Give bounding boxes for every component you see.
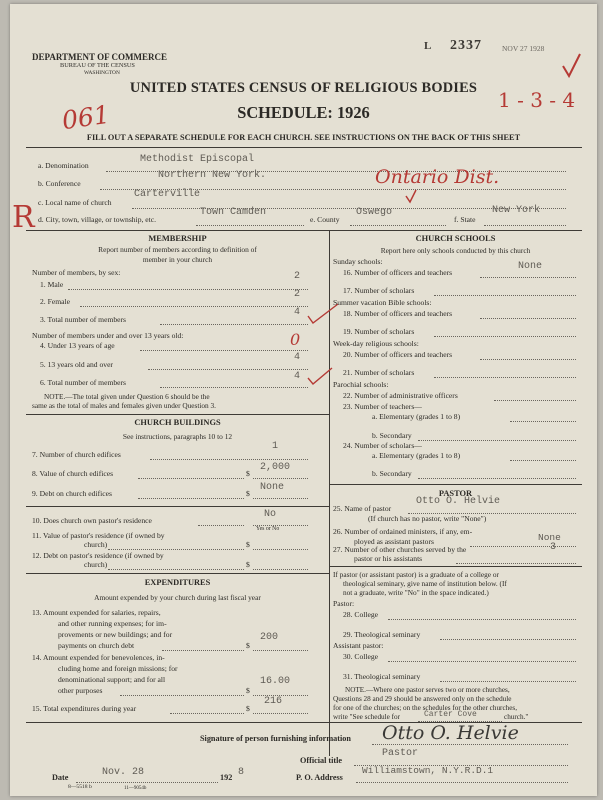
q7-label: 7. Number of church edifices (32, 450, 121, 459)
section-divider (26, 230, 582, 231)
handwritten-left-code: 061 (60, 99, 112, 136)
q9-label: 9. Debt on church edifices (32, 489, 112, 498)
buildings-heading: CHURCH BUILDINGS (134, 418, 221, 427)
form-title: UNITED STATES CENSUS OF RELIGIOUS BODIES (129, 80, 478, 96)
pastor-note-4a: write "See schedule for (333, 713, 400, 721)
handwritten-margin-mark: R (12, 200, 35, 235)
q6-label: 6. Total number of members (40, 378, 127, 387)
stamp-number: 2337 (450, 38, 482, 53)
schools-heading: CHURCH SCHOOLS (415, 234, 496, 243)
handwritten-conference-note: Ontario Dist. (375, 166, 500, 188)
by-sex-label: Number of members, by sex: (32, 268, 121, 277)
q14-line-4: other purposes (58, 686, 103, 695)
q31-label: 31. Theological seminary (343, 672, 421, 681)
date-label: Date (52, 773, 69, 782)
q27-value: 3 (550, 542, 557, 553)
q14-line-2: cluding home and foreign missions; for (58, 664, 178, 673)
q11-label-1: 11. Value of pastor's residence (if owned by (32, 531, 165, 540)
state-label: f. State (454, 215, 476, 224)
q24a-label: a. Elementary (grades 1 to 8) (372, 451, 461, 460)
q20-label: 20. Number of officers and teachers (343, 350, 453, 359)
pastor-heading: PASTOR (438, 489, 473, 498)
q1-value: 2 (294, 271, 301, 282)
county-value: Oswego (356, 207, 393, 218)
checkmark-icon (306, 366, 334, 386)
q11-label-2: church) (84, 540, 108, 549)
q26-value: None (538, 532, 561, 543)
conference-label: b. Conference (38, 179, 81, 188)
sunday-schools-label: Sunday schools: (333, 257, 383, 266)
q15-value: 216 (264, 696, 283, 707)
q27-line-1: 27. Number of other churches served by the (333, 545, 467, 554)
membership-sub-1: Report number of members according to definition of (98, 245, 257, 254)
pastor-sub-label: Pastor: (333, 599, 355, 608)
po-address-label: P. O. Address (296, 773, 343, 782)
q5-label: 5. 13 years old and over (40, 360, 113, 369)
handwritten-right-code: 1 - 3 - 4 (498, 88, 576, 112)
q25-note: (If church has no pastor, write "None") (368, 514, 487, 523)
q1-label: 1. Male (40, 280, 64, 289)
department-label: DEPARTMENT OF COMMERCE (32, 52, 168, 62)
q25-value: Otto O. Helvie (416, 496, 501, 507)
q19-label: 19. Number of scholars (343, 327, 415, 336)
buildings-sub: See instructions, paragraphs 10 to 12 (122, 432, 233, 441)
po-address-value: Williamstown, N.Y.R.D.1 (362, 765, 494, 776)
q5-value: 4 (294, 352, 301, 363)
q13-line-3: provements or new buildings; and for (58, 630, 173, 639)
section-divider (329, 484, 582, 485)
q9-value: None (260, 482, 285, 493)
q9-dollar: $ (246, 489, 250, 498)
q14-dollar: $ (246, 686, 250, 695)
q7-value: 1 (272, 441, 279, 452)
official-title-label: Official title (300, 756, 343, 765)
q13-line-1: 13. Amount expended for salaries, repairs, (32, 608, 161, 617)
q24b-label: b. Secondary (372, 469, 412, 478)
q12-label-2: church) (84, 560, 108, 569)
q10-label: 10. Does church own pastor's residence (32, 516, 152, 525)
stamp-date: NOV 27 1928 (502, 44, 545, 53)
graduate-note-2: theological seminary, give name of institution below. (If (343, 579, 507, 588)
print-number: 11—9054b (124, 786, 147, 791)
expenditures-heading: EXPENDITURES (144, 578, 211, 587)
q23-label: 23. Number of teachers— (343, 402, 422, 411)
q27-line-2: pastor or his assistants (354, 554, 423, 563)
q23b-label: b. Secondary (372, 431, 412, 440)
city-town-value: Town Camden (200, 207, 267, 218)
q2-label: 2. Female (40, 297, 70, 306)
section-divider (26, 573, 329, 574)
q2-value: 2 (294, 289, 301, 300)
year-prefix: 192 (220, 773, 233, 782)
date-value: Nov. 28 (102, 767, 145, 778)
q18-label: 18. Number of officers and teachers (343, 309, 453, 318)
pastor-note-1: NOTE.—Where one pastor serves two or more churches, (345, 686, 510, 694)
q17-label: 17. Number of scholars (343, 286, 415, 295)
q16-value: None (518, 261, 543, 272)
parochial-schools-label: Parochial schools: (333, 380, 389, 389)
q26-line-2: ployed as assistant pastors (354, 537, 434, 546)
pastor-note-fill: Carter Cove (424, 710, 477, 719)
q13-dollar: $ (246, 641, 250, 650)
q28-label: 28. College (343, 610, 379, 619)
checkmark-icon (560, 52, 582, 80)
q4-label: 4. Under 13 years of age (40, 341, 115, 350)
county-label: e. County (310, 215, 340, 224)
q13-value: 200 (260, 632, 279, 643)
city-label: WASHINGTON (84, 70, 120, 76)
year-digit: 8 (238, 767, 245, 778)
denomination-label: a. Denomination (38, 161, 89, 170)
q13-line-4: payments on church debt (58, 641, 135, 650)
assistant-sub-label: Assistant pastor: (333, 641, 384, 650)
by-age-label: Number of members under and over 13 years old: (32, 331, 184, 340)
signature-label: Signature of person furnishing information (200, 734, 351, 743)
q3-label: 3. Total number of members (40, 315, 127, 324)
q6-value: 4 (294, 371, 301, 382)
q29-label: 29. Theological seminary (343, 630, 421, 639)
q8-value: 2,000 (260, 462, 291, 473)
q3-value: 4 (294, 307, 301, 318)
header-divider (26, 147, 582, 148)
city-town-label: d. City, town, village, or township, etc. (38, 215, 157, 224)
denomination-value: Methodist Episcopal (140, 154, 255, 165)
pastor-note-4b: church." (504, 713, 529, 721)
q22-label: 22. Number of administrative officers (343, 391, 458, 400)
q26-line-1: 26. Number of ordained ministers, if any, em- (333, 527, 473, 536)
q24-label: 24. Number of scholars— (343, 441, 422, 450)
q8-label: 8. Value of church edifices (32, 469, 114, 478)
graduate-note-3: not a graduate, write "No" in the space indicated.) (343, 588, 489, 597)
stamp-letter: L (424, 40, 432, 52)
graduate-note-1: If pastor (or assistant pastor) is a graduate of a college or (333, 570, 499, 579)
q14-line-1: 14. Amount expended for benevolences, in- (32, 653, 165, 662)
local-name-value: Carterville (134, 189, 201, 200)
weekday-schools-label: Week-day religious schools: (333, 339, 419, 348)
signature-value: Otto O. Helvie (382, 722, 519, 744)
pastor-note-2: Questions 28 and 29 should be answered only on the schedule (333, 695, 512, 703)
state-value: New York (492, 205, 541, 216)
q4-value: 0 (290, 330, 301, 349)
q12-label-1: 12. Debt on pastor's residence (if owned by (32, 551, 164, 560)
q10-value: No (264, 509, 277, 520)
q14-value: 16.00 (260, 676, 291, 687)
census-schedule-sheet (10, 4, 597, 796)
instruction-line: FILL OUT A SEPARATE SCHEDULE FOR EACH CHURCH. SEE INSTRUCTIONS ON THE BACK OF THIS SHEET (86, 133, 521, 142)
bureau-label: BUREAU OF THE CENSUS (60, 62, 135, 69)
q13-line-2: and other running expenses; for im- (58, 619, 167, 628)
membership-note-2: same as the total of males and females given under Question 3. (32, 401, 216, 410)
official-title-value: Pastor (382, 748, 419, 759)
yes-or-no-hint: Yes or No (256, 526, 280, 532)
q14-line-3: denominational support; and for all (58, 675, 166, 684)
q30-label: 30. College (343, 652, 379, 661)
expenditures-sub: Amount expended by your church during last fiscal year (94, 593, 261, 602)
q12-dollar: $ (246, 560, 250, 569)
q23a-label: a. Elementary (grades 1 to 8) (372, 412, 461, 421)
q21-label: 21. Number of scholars (343, 368, 415, 377)
membership-heading: MEMBERSHIP (148, 234, 207, 243)
membership-note-1: NOTE.—The total given under Question 6 should be the (44, 392, 210, 401)
checkmark-icon (404, 188, 418, 204)
summer-schools-label: Summer vacation Bible schools: (333, 298, 432, 307)
q16-label: 16. Number of officers and teachers (343, 268, 453, 277)
pastor-note-3: for one of the churches; on the schedules for the other churches, (333, 704, 518, 712)
q25-label: 25. Name of pastor (333, 504, 392, 513)
conference-value: Northern New York. (158, 170, 267, 181)
schools-sub: Report here only schools conducted by this church (380, 246, 531, 255)
q15-label: 15. Total expenditures during year (32, 704, 137, 713)
sub-divider (26, 506, 329, 507)
q11-dollar: $ (246, 540, 250, 549)
section-divider (26, 414, 329, 415)
q15-dollar: $ (246, 704, 250, 713)
sub-divider (329, 566, 582, 567)
membership-sub-2: member in your church (142, 255, 213, 264)
form-number: 8—5518 b (68, 784, 92, 790)
schedule-title: SCHEDULE: 1926 (237, 103, 370, 122)
q8-dollar: $ (246, 469, 250, 478)
local-name-label: c. Local name of church (38, 198, 112, 207)
